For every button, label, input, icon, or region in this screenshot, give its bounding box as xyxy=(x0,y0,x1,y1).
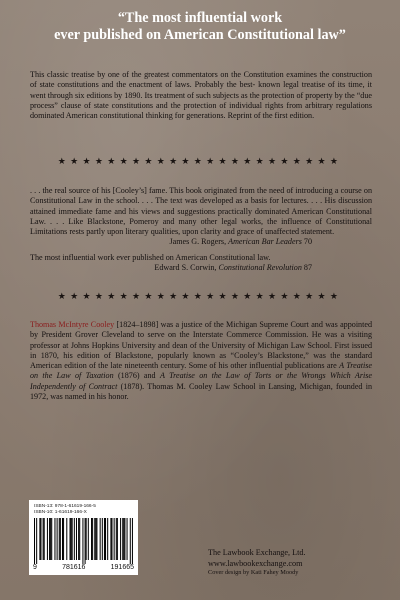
barcode-bar xyxy=(110,518,111,560)
barcode-bar xyxy=(79,518,80,560)
barcode-bar xyxy=(78,518,79,560)
barcode-bar xyxy=(132,518,133,564)
barcode-bar xyxy=(59,518,60,560)
barcode-bar xyxy=(50,518,51,560)
barcode-bar xyxy=(63,518,64,560)
quote-corwin-attribution xyxy=(30,263,372,273)
barcode-bar xyxy=(122,518,123,560)
barcode-bar xyxy=(49,518,50,560)
barcode-panel xyxy=(29,500,138,575)
barcode-bar xyxy=(72,518,73,560)
barcode-digit-first: 9 xyxy=(33,564,37,571)
bio-title-torts: A Treatise on the Law of Torts or the Wrongs Which Arise Independently of Contract xyxy=(30,371,372,391)
barcode-bar xyxy=(88,518,89,560)
barcode-bar xyxy=(120,518,121,560)
headline xyxy=(20,10,380,44)
quote-corwin-page: 87 xyxy=(303,263,312,273)
barcode-bar xyxy=(76,518,77,560)
barcode-bar xyxy=(82,518,83,564)
cover-design-credit: Cover design by Kati Fahey Moody xyxy=(208,569,299,576)
barcode-bar xyxy=(34,518,35,564)
author-bio xyxy=(30,320,372,402)
barcode-bar xyxy=(94,518,95,560)
barcode-bar xyxy=(111,518,112,560)
barcode-bar xyxy=(54,518,55,560)
barcode-bar xyxy=(95,518,96,560)
barcode-digits-left: 781616 xyxy=(62,564,86,571)
barcode-bar xyxy=(91,518,92,560)
quote-corwin-text: The most influential work ever published on American Constitutional law. xyxy=(30,253,271,262)
barcode-bar xyxy=(36,518,37,564)
barcode-bar xyxy=(47,518,48,560)
barcode-bar xyxy=(86,518,87,560)
barcode-bar xyxy=(44,518,45,560)
barcode-bar xyxy=(116,518,117,560)
barcode-bar xyxy=(60,518,61,560)
publisher-url: www.lawbookexchange.com xyxy=(208,558,303,568)
isbn-13: ISBN-13: 978-1-61619-166-5 xyxy=(34,504,96,509)
barcode-bar xyxy=(130,518,131,564)
barcode-bar xyxy=(92,518,93,560)
quote-rogers-source: American Bar Leaders xyxy=(228,237,302,247)
barcode-bar xyxy=(100,518,101,560)
quote-corwin-source: Constitutional Revolution xyxy=(218,263,302,273)
headline-line-1: “The most influential work xyxy=(117,10,283,26)
barcode-bar xyxy=(71,518,72,560)
barcode-bar xyxy=(66,518,67,560)
barcode-bar xyxy=(57,518,58,560)
barcode-bar xyxy=(127,518,128,560)
barcode-bar xyxy=(117,518,118,560)
barcode-bar xyxy=(43,518,44,560)
quote-rogers-author: James G. Rogers, xyxy=(169,237,227,247)
barcode-bar xyxy=(70,518,71,560)
barcode-bar xyxy=(105,518,106,560)
bio-title-taxation: A Treatise on the Law of Taxation xyxy=(30,361,372,381)
quote-corwin-author: Edward S. Corwin, xyxy=(154,263,217,273)
barcode-bar xyxy=(51,518,52,560)
publisher-name: The Lawbook Exchange, Ltd. xyxy=(208,548,306,557)
barcode-bar xyxy=(39,518,40,560)
quote-rogers-attribution xyxy=(30,237,372,247)
barcode-digits xyxy=(33,564,134,571)
barcode-bar xyxy=(85,518,86,564)
bio-text-3: (1878). Thomas M. Cooley Law School in Lansing, Michigan, founded in 1972, was named in his honor. xyxy=(30,381,372,402)
barcode-bar xyxy=(62,518,63,560)
barcode-bar xyxy=(104,518,105,560)
quote-rogers-text: . . . the real source of his [Cooley’s] fame. This book originated from the need of introducing a course on Constitutional Law in the school. . . . The text was developed as a basis for lectures. . . . His discussion attained immediate fame and his views and suggestions practically dominated American Constitutional Law. . . . Like Blackstone, Pomeroy and many other legal works, the influence of Constitutional Limitations rests partly upon literary qualities, upon clarity and grace of unaffected statement. xyxy=(30,186,372,237)
barcode-digits-right: 191665 xyxy=(110,564,134,571)
barcode-bar xyxy=(74,518,75,560)
publisher-block xyxy=(208,548,378,577)
star-divider-1: ★★★★★★★★★★★★★★★★★★★★★★★ xyxy=(57,157,343,167)
barcode-bar xyxy=(123,518,124,560)
quote-corwin xyxy=(30,253,372,274)
isbn-10: ISBN-10: 1-61619-166-X xyxy=(34,510,87,515)
barcode-image xyxy=(34,518,133,564)
barcode-bar xyxy=(107,518,108,560)
barcode-bar xyxy=(102,518,103,560)
barcode-bar xyxy=(114,518,115,560)
bio-text-1: [1824–1898] was a justice of the Michigan Supreme Court and was appointed by President Grover Cleveland to serve on the Interstate Commerce Commission. He was a visiting professor at Johns Hopkins University and dean of the University of Michigan Law School. First issued in 1870, his edition of Blackstone, popularly known as “Cooley’s Blackstone,” was the standard American edition of the late nineteenth century. Some of his other influential publications are xyxy=(30,320,372,371)
author-name: Thomas McIntyre Cooley xyxy=(30,320,115,329)
headline-line-2: ever published on American Constitutional law” xyxy=(54,27,346,43)
star-divider-2: ★★★★★★★★★★★★★★★★★★★★★★★ xyxy=(57,292,343,302)
barcode-bar xyxy=(96,518,97,560)
quote-rogers-page: 70 xyxy=(303,237,312,247)
barcode-bar xyxy=(124,518,125,560)
quote-rogers xyxy=(30,186,372,248)
barcode-bar xyxy=(40,518,41,560)
bio-text-2: (1876) and xyxy=(113,371,160,381)
description-paragraph: This classic treatise by one of the greatest commentators on the Constitution examines the construction of state constitutions and the enactment of laws. Probably the best- known legal treatise of its time, it went through six editions by 1890. Its treatment of such subjects as the protection of property by the “due process” clause of state constitutions and the protection of individual rights from arbitrary regulations dominated American constitutional thinking for generations. Reprint of the first edition. xyxy=(30,70,372,121)
